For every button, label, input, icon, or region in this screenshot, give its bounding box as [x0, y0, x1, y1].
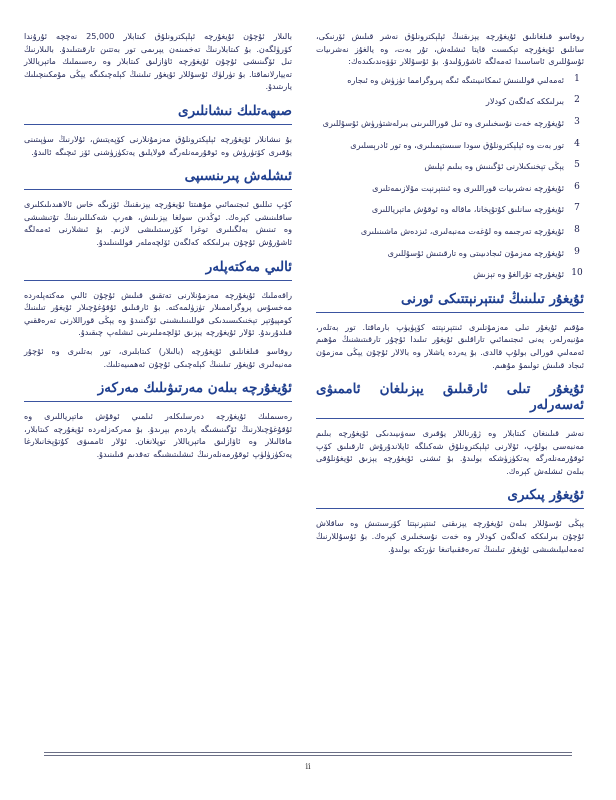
section-paragraph: ﻛﯚﭖ ﺗﯩﻠﻠﯩﻖ ﺋﯩﺠﺘﯩﻤﺎﺋﯩﻲ ﻣﯘﮬﯩﺘﺘﺎ ﺋﯘﻳﻐﯘﺭﭼﻪ ﻳﯧﺰﯨﻘﻨﯩﯔ ﺋﯚﺯﯨﮕﻪ ﺧﺎﺱ ﺋﺎﻻﮬﯩﺪﯨﻠﯩﻜﻠﯩﺮﻯ ﺳﺎﻗﻠﯩﻨﯩﺸﻰ ﻛﯧﺮﻩﻙ. ﺋﻮﯕﺪﯨﻦ ﺳﻮﻟﻐﺎ ﻳﯧﺰﯨﻠﯩﺶ، ﮬﻪﺭﭖ ﺷﻪﻛﯩﻠﻠﯩﺮﯨﻨﯩﯔ ﺗﯘﺗﯩﺸﯩﺸﻰ ﻭﻩ ﺗﯩﻨﯩﺶ ﺑﻪﻟﮕﯩﻠﯩﺮﻯ ﺗﻮﻏﺮﺍ ﻛﯚﺭﺳﯩﺘﯩﻠﯩﺸﻰ ﻻﺯﯨﻢ. ﺑﯘ ﺋﯩﺸﻼﺭﻧﻰ ﺋﻪﻣﻪﻟﮕﻪ ﺋﺎﺷﯘﺭﯗﺵ ﺋﯘﭼﯘﻥ ﺑﯩﺮﻟﯩﻜﻜﻪ ﻛﻪﻟﮕﻪﻥ ﺋﯚﻟﭽﻪﻣﻠﻪﺭ ﻗﻮﻟﻠﯩﻨﯩﻠﯩﺪﯗ. — [24, 199, 292, 247]
list-number: 4 — [574, 138, 580, 149]
list-item — [316, 95, 584, 108]
numbered-list — [316, 74, 584, 281]
list-text: ﺋﯘﻳﻐﯘﺭﭼﻪ ﺳﺎﻧﻠﯩﻖ ﻛﯘﺗﯘﭘﺨﺎﻧﺎ، ﻣﺎﻗﺎﻟﻪ ﻭﻩ ﺋﻮﻗﯘﺵ ﻣﺎﺗﯧﺮﻳﺎﻟﻠﯩﺮﻯ — [371, 204, 564, 215]
footer-rule — [44, 755, 572, 756]
list-text: ﺋﻪﻣﻪﻟﯩﻲ ﻗﻮﻟﻠﯩﻨﯩﺶ ﺋﯩﻤﻜﺎﻧﯩﻴﯩﺘﯩﮕﻪ ﺋﯩﮕﻪ ﭘﯩﺮﻭﮔﺮﺍﻣﻤﺎ ﺗﯜﺯﯛﺵ ﻭﻩ ﺋﯩﺠﺎﺭﻩ — [347, 74, 564, 85]
section-paragraph: ﻧﻪﺷﺮ ﻗﯩﻠﯩﻨﻐﺎﻥ ﻛﯩﺘﺎﺑﻼﺭ ﻭﻩ ﮊﯗﺭﻧﺎﻟﻼﺭ ﻳﯘﻗﯩﺮﻯ ﺳﻪﯞﯨﻴﯩﺪﯨﻜﻰ ﺋﯘﻳﻐﯘﺭﭼﻪ ﺑﯩﻠﯩﻢ ﻣﻪﻧﺒﻪﺳﻰ ﺑﻮﻟﯘﭖ، ﺋﯘﻻﺭﻧﻰ ﺋﯧﻠﯧﻜﺘﺮﻭﻧﻠﯘﻕ ﺷﻪﻛﯩﻠﮕﻪ ﺋﺎﻳﻼﻧﺪﯗﺭﯗﺵ ﺋﺎﺭﻗﯩﻠﯩﻖ ﻛﯚﭖ ﺋﻮﻗﯘﺭﻣﻪﻧﻠﻪﺭﮔﻪ ﻳﻪﺗﻜﯜﺯﯛﺷﻜﻪ ﺑﻮﻟﯩﺪﯗ. ﺑﯘ ﺋﯩﺸﻨﻰ ﺋﯘﻳﻐﯘﺭﭼﻪ ﻳﯧﺰﯨﻖ ﺋﯘﻳﻐﯘﻧﻠﯘﻗﻰ ﺑﯩﻠﻪﻥ ﺋﯩﺸﻠﻪﺵ ﻛﯧﺮﻩﻙ. — [316, 428, 584, 476]
list-text: ﺋﯘﻳﻐﯘﺭﭼﻪ ﺗﯘﺭﺍﻟﻐﯘ ﻭﻩ ﺗﯧﺰﯨﺶ — [473, 269, 564, 280]
list-number: 9 — [574, 246, 580, 257]
intro-paragraph: ﺑﺎﻟﯩﻼﺭ ﺋﯘﭼﯘﻥ ﺋﯘﻳﻐﯘﺭﭼﻪ ﺋﯧﻠﯧﻜﺘﺮﻭﻧﻠﯘﻕ ﻛﯩﺘﺎﺑﻼﺭ 25,000 ﻧﻪﭼﭽﻪ ﺋﯘﺭﯗﻧﺪﺍ ﻛﯚﺭﯛﻟﮕﻪﻥ. ﺑﯘ ﻛﯩﺘﺎﺑﻼﺭﻧﯩﯔ ﺗﻪﺧﻤﯩﻨﻪﻥ ﻳﯧﺮﯨﻤﻰ ﺗﻮﺭ ﺑﻪﺗﺘﯩﻦ ﺗﺎﺭﻗﯩﺘﯩﻠﯩﺪﯗ. ﺑﺎﻟﯩﻼﺭﻧﯩﯔ ﺗﯩﻞ ﺋﯚﮔﯩﻨﯩﺸﻰ ﺋﯘﭼﯘﻥ ﺋﯘﻳﻐﯘﺭﭼﻪ ﺋﺎﯞﺍﺯﻟﯩﻖ ﻛﯩﺘﺎﺑﻼﺭ ﻭﻩ ﺭﻩﺳﯩﻤﻠﯩﻚ ﻣﺎﺗﯧﺮﻳﺎﻟﻼﺭ ﺗﻪﻳﻴﺎﺭﻻﻧﻤﺎﻗﺘﺎ. ﺑﯘ ﺗﯜﺭﻟﯜﻙ ﺋﯘﺳﯘﻟﻼﺭ ﺋﯘﻳﻐﯘﺭ ﺗﯩﻠﯩﻨﯩﯔ ﻛﯧﻠﻪﭼﯩﻜﯩﮕﻪ ﻳﯧﯖﻰ ﻣﯘﻣﻜﯩﻨﭽﯩﻠﯩﻚ ﻳﺎﺭﯨﺘﯩﺪﯗ. — [24, 31, 292, 92]
section-paragraph: ﻣﯘﻗﯩﻢ ﺋﯘﻳﻐﯘﺭ ﺗﯩﻠﻰ ﻣﻪﺯﻣﯘﻧﻠﯩﺮﻯ ﺋﯩﻨﺘﯧﺮﻧﯧﺘﺘﻪ ﻛﯚﭘﯜﻳﯜﭖ ﺑﺎﺭﻣﺎﻗﺘﺎ. ﺗﻮﺭ ﺑﻪﺗﻠﻪﺭ، ﻣﯘﻧﺒﻪﺭﻟﻪﺭ، ﻳﻪﻧﻰ ﺋﯩﺠﺘﯩﻤﺎﺋﯩﻲ ﺗﺎﺭﺍﻗﻠﯩﻖ ﺋﯘﻳﻐﯘﺭ ﺗﯩﻠﯩﺪﺍ ﺋﯘﭼﯘﺭ ﺗﺎﺭﻗﯩﺘﯩﺸﻨﯩﯔ ﻣﯘﮬﯩﻢ ﺋﻪﻣﻪﻟﯩﻲ ﻗﻮﺭﺍﻟﻰ ﺑﻮﻟﯘﭖ ﻗﺎﻟﺪﻯ. ﺑﯘ ﻳﻪﺭﺩﻩ ﻳﺎﺷﻼﺭ ﻭﻩ ﺑﺎﻻﻻﺭ ﺋﯘﭼﯘﻥ ﻳﯧﯖﻰ ﻣﻪﺯﻣﯘﻥ ﺋﯩﺠﺎﺩ ﻗﯩﻠﯩﺶ ﺗﻮﻟﯩﻤﯘ ﻣﯘﮬﯩﻢ. — [316, 321, 584, 370]
list-item — [316, 74, 584, 87]
section-heading: ﺋﯘﻳﻐﯘﺭ ﺗﯩﻠﯩﻨﯩﯔ ﺋﯩﻨﺘﯧﺮﻧﯧﺘﺘﯩﻜﻰ ﺋﻮﺭﻧﻰ — [316, 291, 584, 313]
section-paragraph: ﺑﯘ ﻧﯩﺸﺎﻧﻼﺭ ﺋﯘﻳﻐﯘﺭﭼﻪ ﺋﯧﻠﯧﻜﺘﺮﻭﻧﻠﯘﻕ ﻣﻪﺯﻣﯘﻧﻼﺭﻧﻰ ﻛﯚﭘﻪﻳﺘﯩﺶ، ﺋﯘﻻﺭﻧﯩﯔ ﺳﯜﭘﯩﺘﯩﻨﻰ ﻳﯘﻗﯩﺮﻯ ﻛﯚﺗﯜﺭﯛﺵ ﻭﻩ ﺋﻮﻗﯘﺭﻣﻪﻧﻠﻪﺭﮔﻪ ﻗﻮﻻﻳﻠﯩﻖ ﻳﻪﺗﻜﯜﺯﯛﺷﻨﻰ ﺋﯚﺯ ﺋﯩﭽﯩﮕﻪ ﺋﺎﻟﯩﺪﯗ. — [24, 133, 292, 157]
list-item — [316, 203, 584, 216]
list-number: 6 — [574, 181, 580, 192]
list-text: ﺗﻮﺭ ﺑﻪﺕ ﻭﻩ ﺋﯧﻠﯧﻜﺘﺮﻭﻧﻠﯘﻕ ﺳﻮﺩﺍ ﺳﯩﺴﺘﯧﻤﯩﻠﯩﺮﻯ، ﻭﻩ ﺗﻮﺭ ﺋﺎﺩﺭﯦﺴﻠﯩﺮﻯ — [350, 139, 564, 150]
footer-rule — [44, 752, 572, 753]
section-paragraph: ﺭﻩﺳﯩﻤﻠﯩﻚ ﺋﯘﻳﻐﯘﺭﭼﻪ ﺩﻩﺭﺳﻠﯩﻜﻠﻪﺭ ﺋﯩﻠﻤﯩﻲ ﺋﻮﻗﯘﺵ ﻣﺎﺗﯧﺮﻳﺎﻟﻠﯩﺮﻯ ﻭﻩ ﺋﯘﻗﯘﻏﯘﭼﯩﻼﺭﻧﯩﯔ ﺋﯚﮔﯩﻨﯩﺸﯩﮕﻪ ﻳﺎﺭﺩﻩﻡ ﺑﯧﺮﯨﺪﯗ. ﺑﯘ ﻣﻪﺭﻛﻪﺯﻟﻪﺭﺩﻩ ﺋﯘﻳﻐﯘﺭﭼﻪ ﻛﯩﺘﺎﺑﻼﺭ، ﻣﺎﻗﺎﻟﯩﻼﺭ ﻭﻩ ﺋﺎﯞﺍﺯﻟﯩﻖ ﻣﺎﺗﯧﺮﻳﺎﻟﻼﺭ ﺗﻮﭘﻼﻧﻐﺎﻥ. ﺋﯘﻻﺭ ﺋﺎﻣﻤﯩﯟﻯ ﻛﯘﺗﯘﭘﺨﺎﻧﯩﻼﺭﻏﺎ ﻳﻪﺗﻜﯜﺯﯛﻟﯜﭖ ﺋﻮﻗﯘﺭﻣﻪﻧﻠﻪﺭﻧﯩﯔ ﺋﯩﺸﻠﯩﺘﯩﺸﯩﮕﻪ ﺗﻪﻗﺪﯨﻢ ﻗﯩﻠﯩﻨﯩﺪﯗ. — [24, 411, 292, 459]
section-paragraph: ﻳﯧﯖﻰ ﺋﯘﺳﯘﻟﻼﺭ ﺑﯩﻠﻪﻥ ﺋﯘﻳﻐﯘﺭﭼﻪ ﻳﯧﺰﯨﻘﻨﻰ ﺋﯩﻨﺘﯧﺮﻧﯧﺘﺘﺎ ﻛﯚﺭﺳﯩﺘﯩﺶ ﻭﻩ ﺳﺎﻗﻼﺵ ﺋﯘﭼﯘﻥ ﺑﯩﺮﻟﯩﻜﻜﻪ ﻛﻪﻟﮕﻪﻥ ﻛﻮﺩﻻﺭ ﻭﻩ ﺧﻪﺕ ﻧﯘﺳﺨﯩﻠﯩﺮﻯ ﻛﯧﺮﻩﻙ. ﺑﯘ ﺋﯘﺳﯘﻟﻼﺭﻧﯩﯔ ﺋﻪﻣﻪﻟﯩﻴﻠﯩﺸﯩﺸﻰ ﺋﯘﻳﻐﯘﺭ ﺗﯩﻠﯩﻨﯩﯔ ﺗﻪﺭﻩﻗﻘﯩﻴﺎﺗﯩﻐﺎ ﺗﯜﺭﺗﻜﻪ ﺑﻮﻟﯩﺪﯗ. — [316, 518, 584, 554]
list-text: ﺋﯘﻳﻐﯘﺭﭼﻪ ﺗﻪﺭﺟﯩﻤﻪ ﻭﻩ ﻟﯘﻏﻪﺕ ﻣﻪﻧﺒﻪﻟﯩﺮﻯ، ﺋﯩﺰﺩﻩﺵ ﻣﺎﺷﯩﻨﯩﻠﯩﺮﻯ — [360, 225, 564, 236]
section-heading: ﺋﺎﻟﯩﻲ ﻣﻪﻛﺘﻪﭘﻠﻪﺭ — [24, 259, 292, 281]
list-number: 5 — [574, 160, 580, 171]
list-text: ﻳﯧﯖﻰ ﺗﯧﺨﻨﯩﻜﯩﻼﺭﻧﻰ ﺋﯚﮔﯩﻨﯩﺶ ﻭﻩ ﺑﯩﻠﯩﻢ ﺋﯧﻠﯩﺶ — [424, 161, 564, 172]
list-number: 3 — [574, 116, 580, 127]
list-item — [316, 117, 584, 130]
list-text: ﺑﯩﺮﻟﯩﻜﻜﻪ ﻛﻪﻟﮕﻪﻥ ﻛﻮﺩﻻﺭ — [485, 96, 564, 107]
list-number: 1 — [574, 73, 580, 84]
right-column — [316, 30, 584, 561]
list-item — [316, 182, 584, 195]
list-item — [316, 268, 584, 281]
list-item — [316, 160, 584, 173]
intro-paragraph: ﺭﻭﻓﺎﺳﻮ ﻗﯩﻠﻐﺎﻧﻠﯩﻖ ﺋﯘﻳﻐﯘﺭﭼﻪ ﻳﯧﺰﯨﻘﻨﯩﯔ ﺋﯧﻠﯧﻜﺘﺮﻭﻧﻠﯘﻕ ﻧﻪﺷﺮ ﻗﯩﻠﯩﺶ ﺋﯚﺭﻧﯩﻜﻰ، ﺳﺎﻧﻠﯩﻖ ﺋﯘﻳﻐﯘﺭﭼﻪ ﺗﯧﻜﯩﺴﺖ ﻗﺎﻳﺘﺎ ﺋﯩﺸﻠﻪﺵ، ﺗﯘﺭ ﺑﻪﺕ، ﻭﻩ ﻳﺎﻟﻐﯘﺯ ﻧﻪﺷﺮﯨﻴﺎﺕ ﺋﯘﺳﯘﻟﻠﯩﺮﻯ ﺋﺎﺳﺎﺳﯩﺪﺍ ﺋﻪﻣﻪﻟﮕﻪ ﺋﺎﺷﯘﺭﯗﻟﯩﺪﯗ. ﺑﯘ ﺋﯘﺳﯘﻟﻼﺭ ﺗﯚﯞﻩﻧﺪﯨﻜﯩﺪﻩﻙ: — [316, 31, 584, 67]
section-paragraph: ﺭﺍﻗﻪﻣﻠﯩﻚ ﺋﯘﻳﻐﯘﺭﭼﻪ ﻣﻪﺯﻣﯘﻧﻼﺭﻧﻰ ﺗﻪﺗﻘﯩﻖ ﻗﯩﻠﯩﺶ ﺋﯘﭼﯘﻥ ﺋﺎﻟﯩﻲ ﻣﻪﻛﺘﻪﭘﻠﻪﺭﺩﻩ ﻣﻪﺧﺴﯘﺱ ﭘﺮﻭﮔﺮﺍﻣﻤﯩﻼﺭ ﺗﯜﺯﯛﻟﻤﻪﻛﺘﻪ. ﺑﯘ ﺋﺎﺭﻗﯩﻠﯩﻖ ﺋﯘﻗﯘﻏﯘﭼﯩﻼﺭ ﺋﯘﻳﻐﯘﺭ ﺗﯩﻠﯩﻨﯩﯔ ﻛﻮﻣﭙﻴﯘﺗﯧﺮ ﺗﯧﺨﻨﯩﻜﯩﺴﯩﺪﯨﻜﻰ ﻗﻮﻟﻠﯩﻨﯩﻠﯩﺸﯩﻨﻰ ﺋﯚﮔﯩﻨﯩﺪﯗ ﻭﻩ ﻳﯧﯖﻰ ﻗﻮﺭﺍﻟﻼﺭﻧﻰ ﺗﻪﺭﻩﻗﻘﯩﻲ ﻗﯩﻠﺪﯗﺭﯨﺪﯗ. ﺋﯘﻻﺭ ﺋﯘﻳﻐﯘﺭﭼﻪ ﻳﯧﺰﯨﻖ ﺋﯚﻟﭽﻪﻣﻠﯩﺮﯨﻨﻰ ﺋﯩﺸﻠﻪﭖ ﭼﯩﻘﯩﺪﯗ. — [24, 289, 292, 338]
section-heading: ﺋﯘﻳﻐﯘﺭ ﺗﯩﻠﻰ ﺋﺎﺭﻗﯩﻠﯩﻖ ﻳﯧﺰﯨﻠﻐﺎﻥ ﺋﺎﻣﻤﯩﯟﻯ ﺋﻪﺳﻪﺭﻟﻪﺭ — [316, 381, 584, 419]
list-number: 7 — [574, 203, 580, 214]
section-heading: ﺻﯩﮫﻪﺗﻠﯩﻚ ﻧﯩﺸﺎﻧﻠﯩﺮﻯ — [24, 103, 292, 125]
section-heading: ﺋﯩﺸﻠﻪﺵ ﭘﯩﺮﯨﻨﺴﯩﭙﻰ — [24, 168, 292, 190]
section-heading: ﺋﯘﻳﻐﯘﺭﭼﻪ ﺑﯩﻠﻪﻥ ﻣﻪﺭﺗﯩﯟﯨﻠﯩﻚ ﻣﻪﺭﻛﻪﺯ — [24, 380, 292, 402]
list-text: ﺋﯘﻳﻐﯘﺭﭼﻪ ﻧﻪﺷﺮﯨﻴﺎﺕ ﻗﻮﺭﺍﻟﻠﯩﺮﻯ ﻭﻩ ﺋﯩﻨﺘﯧﺮﻧﯧﺖ ﻣﯘﻻﺯﯨﻤﻪﺗﻠﯩﺮﻯ — [372, 182, 564, 193]
list-number: 2 — [574, 95, 580, 106]
left-column — [24, 30, 292, 466]
section-heading: ﺋﯘﻳﻐﯘﺭ ﭘﯩﻜﯩﺮﻯ — [316, 487, 584, 509]
list-text: ﺋﯘﻳﻐﯘﺭﭼﻪ ﻣﻪﺯﻣﯘﻥ ﺋﯩﺠﺎﺩﯨﻴﯩﺘﻰ ﻭﻩ ﺗﺎﺭﻗﯩﺘﯩﺶ ﺋﯘﺳﯘﻟﻠﯩﺮﻯ — [387, 247, 564, 258]
list-item — [316, 139, 584, 152]
list-number: 8 — [574, 224, 580, 235]
list-item — [316, 247, 584, 260]
page-number: ii — [305, 762, 311, 771]
list-item — [316, 225, 584, 238]
list-number: 10 — [571, 268, 583, 279]
list-text: ﺋﯘﻳﻐﯘﺭﭼﻪ ﺧﻪﺕ ﻧﯘﺳﺨﯩﻠﯩﺮﻯ ﻭﻩ ﺗﯩﻞ ﻗﻮﺭﺍﻟﻠﯩﺮﯨﻨﻰ ﺑﯩﺮﻟﻪﺷﺘﯜﺭﯛﺵ ﺋﯘﺳﯘﻟﻠﯩﺮﻯ — [322, 117, 564, 128]
section-paragraph: ﺭﻭﻓﺎﺳﻮ ﻗﯩﻠﻐﺎﻧﻠﯩﻖ ﺋﯘﻳﻐﯘﺭﭼﻪ (ﺑﺎﻟﯩﻼﺭ) ﻛﯩﺘﺎﺑﻠﯩﺮﻯ، ﺗﻮﺭ ﺑﻪﺗﻠﯩﺮﻯ ﻭﻩ ﺋﯘﭼﯘﺭ ﻣﻪﻧﺒﻪﻟﯩﺮﻯ ﺋﯘﻳﻐﯘﺭ ﺗﯩﻠﯩﻨﯩﯔ ﻛﯧﻠﻪﭼﯩﻜﻰ ﺋﯘﭼﯘﻥ ﺋﻪﮬﻤﯩﻴﻪﺗﻠﯩﻚ. — [24, 345, 292, 369]
